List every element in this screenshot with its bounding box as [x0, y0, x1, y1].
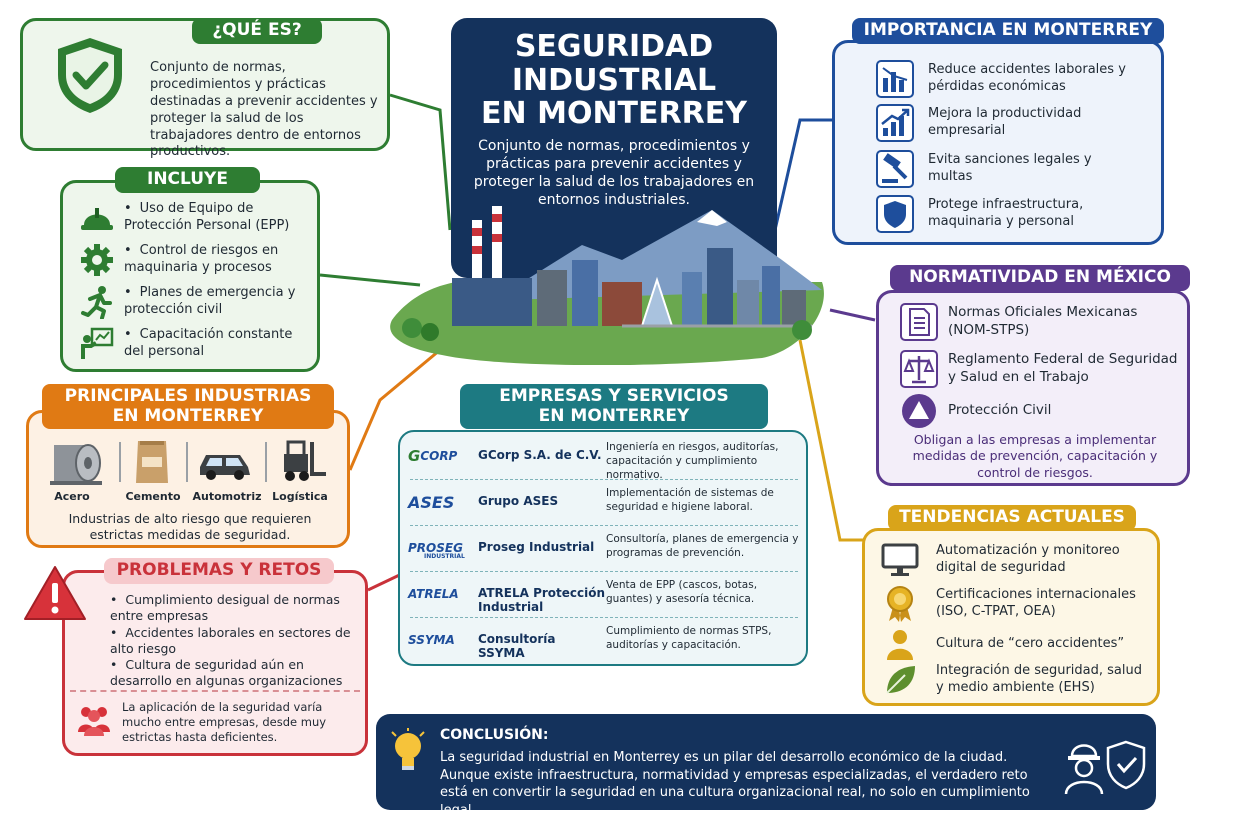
empresa-row — [404, 620, 802, 662]
city-illustration — [382, 200, 832, 365]
cement-bag-icon — [132, 437, 172, 487]
conclusion-heading: CONCLUSIÓN: — [440, 727, 549, 743]
main-subtitle: Conjunto de normas, procedimientos y prácticas para prevenir accidentes y proteger la salud de los trabajadores en entornos industriales. — [473, 138, 755, 208]
main-title: SEGURIDAD INDUSTRIAL EN MONTERREY — [481, 29, 747, 132]
empresa-row — [404, 528, 802, 570]
incluye-item — [78, 285, 314, 319]
company-logo-text: CORP — [420, 449, 458, 463]
importancia-item-text: Mejora la productividad empresarial — [928, 106, 1082, 138]
divider — [410, 525, 798, 526]
tendencia-item-text: Integración de seguridad, salud y medio ambiente (EHS) — [936, 663, 1142, 695]
incluye-item — [78, 327, 314, 361]
normatividad-item-text: Protección Civil — [948, 402, 1052, 419]
importancia-item — [876, 150, 1156, 188]
incluye-item-text: • Uso de Equipo de Protección Personal (EPP) — [124, 201, 309, 235]
problemas-heading: PROBLEMAS Y RETOS — [104, 558, 334, 584]
company-description: Cumplimiento de normas STPS, auditorías y capacitación. — [606, 625, 772, 652]
running-person-icon — [78, 285, 116, 319]
importancia-item-text: Protege infraestructura, maquinaria y personal — [928, 197, 1084, 229]
que-es-text: Conjunto de normas, procedimientos y prácticas destinadas a prevenir accidentes y proteger la salud de los trabajadores dentro de entornos productivos. — [150, 60, 378, 160]
company-logo — [408, 536, 478, 560]
incluye-item — [78, 243, 314, 277]
tendencia-item — [880, 585, 1152, 623]
importancia-heading: IMPORTANCIA EN MONTERREY — [852, 18, 1164, 44]
company-description: Ingeniería en riesgos, auditorías, capacitación y cumplimiento normativo. — [606, 441, 779, 482]
company-logo — [408, 490, 478, 514]
shield-check-icon — [52, 35, 128, 115]
tendencia-item — [880, 663, 1152, 697]
company-logo — [408, 628, 478, 652]
incluye-item-text: • Planes de emergencia y protección civil — [124, 285, 309, 319]
lightbulb-icon — [388, 728, 428, 776]
empresa-row — [404, 482, 802, 524]
leaf-icon — [880, 663, 920, 697]
empresa-row — [404, 436, 802, 482]
normatividad-item-text: Normas Oficiales Mexicanas (NOM-STPS) — [948, 304, 1138, 338]
tendencia-item-text: Automatización y monitoreo digital de seguridad — [936, 543, 1120, 575]
gavel-icon — [876, 150, 914, 188]
civil-protection-icon — [900, 392, 938, 430]
company-description: Implementación de sistemas de seguridad e higiene laboral. — [606, 487, 774, 514]
company-logo-subtext: INDUSTRIAL — [424, 553, 465, 560]
company-description: Venta de EPP (cascos, botas, guantes) y asesoría técnica. — [606, 579, 758, 606]
tendencia-item — [880, 627, 1152, 661]
incluye-item-text: • Control de riesgos en maquinaria y procesos — [124, 243, 309, 277]
divider — [410, 479, 798, 480]
problema-item: • Cultura de seguridad aún en desarrollo en algunas organizaciones — [110, 657, 360, 690]
tendencia-item-text: Certificaciones internacionales (ISO, C-TPAT, OEA) — [936, 587, 1136, 619]
empresas-heading: EMPRESAS Y SERVICIOS EN MONTERREY — [460, 384, 768, 429]
industry-label-acero: Acero — [54, 490, 90, 503]
company-logo — [408, 444, 478, 468]
company-name: Proseg Industrial — [478, 540, 595, 554]
monitor-icon — [880, 543, 920, 577]
incluye-item — [78, 201, 314, 235]
problemas-note: La aplicación de la seguridad varía mucho entre empresas, desde muy estrictas hasta deficientes. — [122, 700, 327, 744]
company-description: Consultoría, planes de emergencia y programas de prevención. — [606, 533, 799, 560]
steel-roll-icon — [48, 437, 104, 487]
industrias-note: Industrias de alto riesgo que requieren estrictas medidas de seguridad. — [68, 511, 312, 543]
gear-icon — [78, 243, 116, 277]
shield-icon — [876, 195, 914, 233]
normatividad-item — [900, 392, 1185, 430]
importancia-item-text: Evita sanciones legales y multas — [928, 152, 1092, 184]
helmet-icon — [78, 203, 116, 233]
document-icon — [900, 303, 938, 341]
tendencia-item-text: Cultura de “cero accidentes” — [936, 635, 1125, 651]
problema-item: • Cumplimiento desigual de normas entre empresas — [110, 592, 360, 625]
importancia-item-text: Reduce accidentes laborales y pérdidas económicas — [928, 62, 1126, 94]
company-logo-text: ATRELA — [408, 587, 459, 601]
industry-label-cemento: Cemento — [125, 490, 181, 503]
problema-item: • Accidentes laborales en sectores de alto riesgo — [110, 625, 360, 658]
industry-label-logistica: Logística — [272, 490, 328, 503]
company-name: ATRELA Protección Industrial — [478, 586, 606, 615]
incluye-item-text: • Capacitación constante del personal — [124, 327, 309, 361]
industrias-heading: PRINCIPALES INDUSTRIAS EN MONTERREY — [42, 384, 334, 429]
divider — [186, 442, 188, 482]
importancia-item — [876, 60, 1156, 98]
training-icon — [78, 327, 116, 361]
warning-icon — [22, 563, 88, 623]
normatividad-note: Obligan a las empresas a implementar medidas de prevención, capacitación y control de riesgos. — [912, 432, 1158, 480]
chart-down-icon — [876, 60, 914, 98]
conclusion-text: La seguridad industrial en Monterrey es un pilar del desarrollo económico de la ciudad. Aunque existe infraestructura, normatividad y empresas especializadas, el verdadero reto está en convertir la seguridad en una cultura organizacional real, no solo en cumplimiento legal. — [440, 750, 1030, 818]
divider — [265, 442, 267, 482]
car-icon — [196, 445, 254, 481]
que-es-heading: ¿QUÉ ES? — [192, 18, 322, 44]
group-people-icon — [76, 702, 112, 736]
divider — [410, 571, 798, 572]
importancia-item — [876, 104, 1156, 142]
worker-shield-icon — [1060, 734, 1150, 798]
chart-up-icon — [876, 104, 914, 142]
company-name: Consultoría SSYMA — [478, 632, 556, 661]
company-logo-text: PROSEG — [408, 541, 463, 555]
company-name: GCorp S.A. de C.V. — [478, 448, 602, 462]
company-logo-text: ASES — [408, 492, 455, 512]
person-icon — [880, 627, 920, 661]
scales-icon — [900, 350, 938, 388]
tendencia-item — [880, 543, 1152, 577]
normatividad-item — [900, 350, 1185, 388]
industry-label-automotriz: Automotriz — [192, 490, 262, 503]
divider — [119, 442, 121, 482]
importancia-item — [876, 195, 1156, 233]
company-logo — [408, 582, 478, 606]
normatividad-item-text: Reglamento Federal de Seguridad y Salud en el Trabajo — [948, 351, 1178, 385]
divider — [410, 617, 798, 618]
company-name: Grupo ASES — [478, 494, 559, 508]
normatividad-item — [900, 303, 1185, 341]
divider — [70, 690, 360, 692]
normatividad-heading: NORMATIVIDAD EN MÉXICO — [890, 265, 1190, 291]
medal-icon — [880, 585, 920, 623]
company-logo-text: SSYMA — [408, 633, 455, 647]
tendencias-heading: TENDENCIAS ACTUALES — [888, 505, 1136, 531]
forklift-icon — [276, 440, 328, 484]
problemas-list — [110, 592, 360, 690]
company-logo-prefix: G — [408, 447, 421, 465]
incluye-heading: INCLUYE — [115, 167, 260, 193]
empresa-row — [404, 574, 802, 616]
